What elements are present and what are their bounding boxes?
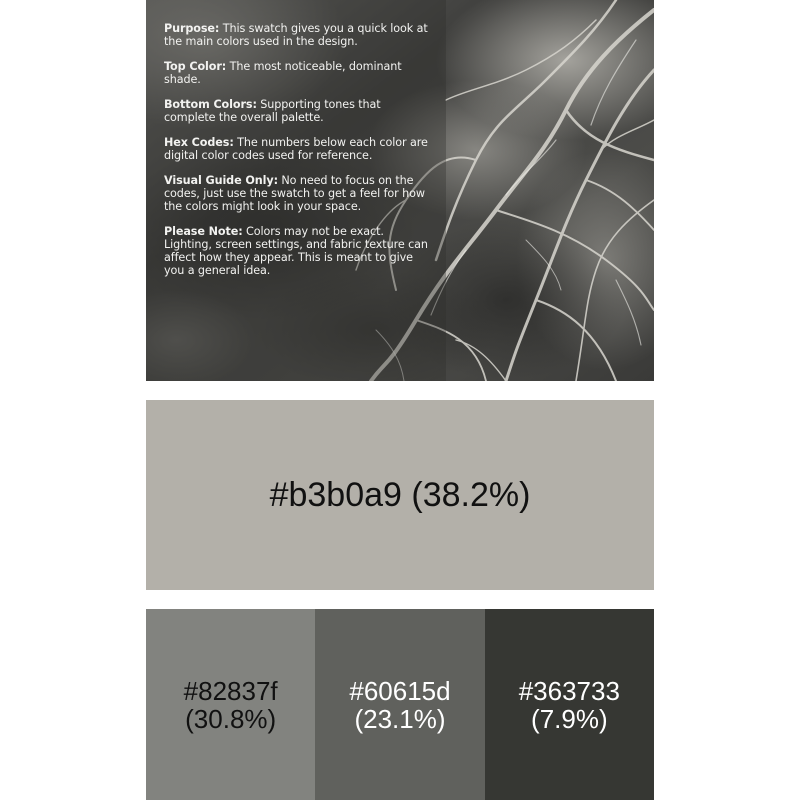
info-visual-guide-label: Visual Guide Only: (164, 174, 278, 187)
info-visual-guide-text: No need to focus on the codes, just use the swatch to get a feel for how the colors might look in your space. (164, 174, 425, 213)
info-visual-guide (164, 174, 429, 213)
info-top-color-label: Top Color: (164, 60, 227, 73)
swatch-supporting-1-percent: (30.8%) (185, 703, 277, 734)
info-hex-codes-text: The numbers below each color are digital color codes used for reference. (164, 136, 428, 162)
info-hex-codes (164, 136, 429, 162)
info-hex-codes-label: Hex Codes: (164, 136, 234, 149)
info-bottom-colors-label: Bottom Colors: (164, 98, 257, 111)
swatch-supporting-row (146, 609, 654, 800)
swatch-supporting-2 (315, 609, 484, 800)
info-purpose (164, 22, 429, 48)
info-top-color (164, 60, 429, 86)
info-purpose-text: This swatch gives you a quick look at the main colors used in the design. (164, 22, 428, 48)
swatch-supporting-1-hex: #82837f (183, 675, 278, 706)
info-please-note (164, 225, 429, 277)
swatch-supporting-3 (485, 609, 654, 800)
swatch-info-text (164, 22, 429, 289)
info-top-color-text: The most noticeable, dominant shade. (164, 60, 402, 86)
swatch-supporting-2-percent: (23.1%) (354, 703, 446, 734)
info-please-note-label: Please Note: (164, 225, 243, 238)
swatch-dominant (146, 400, 654, 590)
swatch-supporting-2-hex: #60615d (349, 675, 451, 706)
info-bottom-colors-text: Supporting tones that complete the overall palette. (164, 98, 381, 124)
swatch-dominant-label: #b3b0a9 (38.2%) (269, 475, 531, 514)
swatch-supporting-3-percent: (7.9%) (531, 703, 608, 734)
info-bottom-colors (164, 98, 429, 124)
info-purpose-label: Purpose: (164, 22, 220, 35)
marble-texture-panel (146, 0, 654, 381)
info-please-note-text: Colors may not be exact. Lighting, screen settings, and fabric texture can affect how they appear. This is meant to give you a general idea. (164, 225, 428, 277)
swatch-supporting-3-hex: #363733 (518, 675, 620, 706)
swatch-supporting-1 (146, 609, 315, 800)
